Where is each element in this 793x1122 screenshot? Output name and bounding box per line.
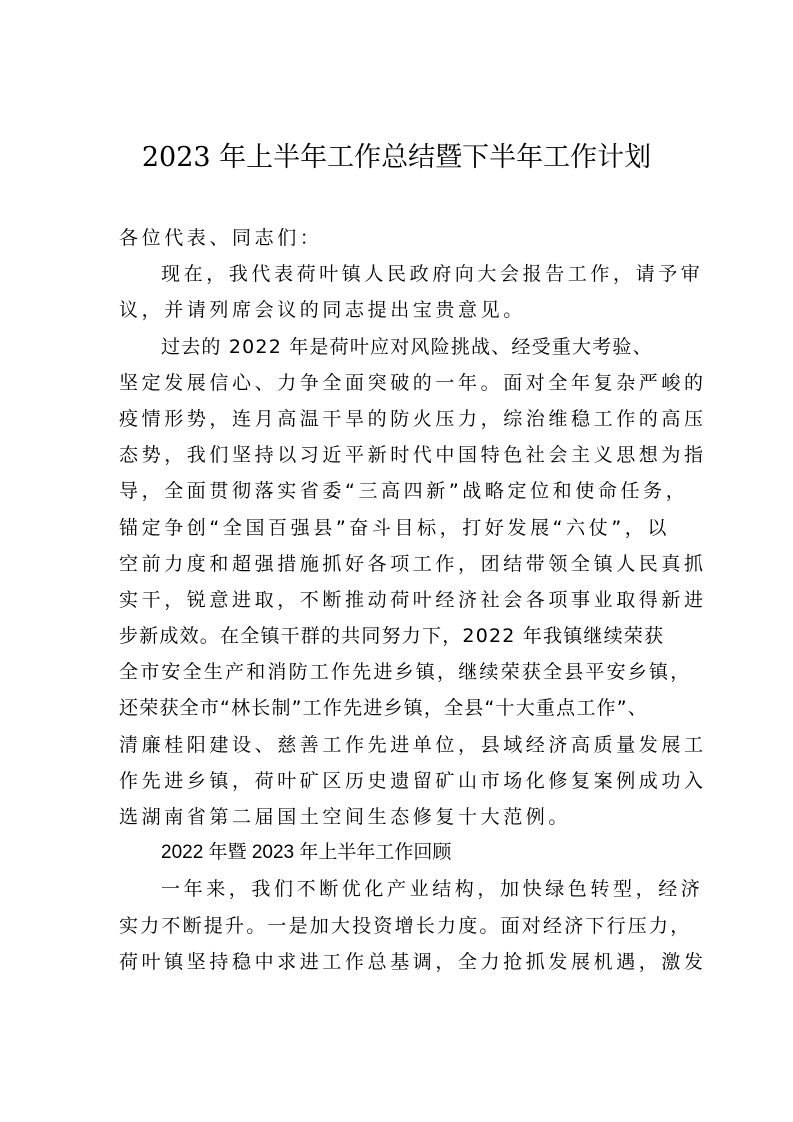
paragraph-line: 一年来，我们不断优化产业结构，加快绿色转型，经济: [161, 878, 704, 901]
paragraph-line: 态势，我们坚持以习近平新时代中国特色社会主义思想为指: [119, 444, 707, 467]
paragraph-line: 步新成效。在全镇干群的共同努力下，2022 年我镇继续荣获: [119, 625, 665, 648]
document-body: [119, 220, 707, 980]
salutation: 各位代表、同志们：: [119, 227, 323, 249]
paragraph-line: 坚定发展信心、力争全面突破的一年。面对全年复杂严峻的: [119, 371, 707, 394]
section-heading: 2022 年暨 2023 年上半年工作回顾: [161, 842, 452, 864]
paragraph-economy: [119, 871, 707, 980]
paragraph-line: 清廉桂阳建设、慈善工作先进单位，县域经济高质量发展工: [119, 733, 707, 756]
paragraph-line: 疫情形势，连月高温干旱的防火压力，综治维稳工作的高压: [119, 407, 707, 430]
paragraph-line: 实力不断提升。一是加大投资增长力度。面对经济下行压力，: [119, 914, 692, 937]
paragraph-line: 议，并请列席会议的同志提出宝贵意见。: [119, 299, 526, 322]
paragraph-line: 作先进乡镇，荷叶矿区历史遗留矿山市场化修复案例成功入: [119, 769, 707, 792]
paragraph-line: 实干，锐意进取，不断推动荷叶经济社会各项事业取得新进: [119, 588, 707, 611]
paragraph-line: 荷叶镇坚持稳中求进工作总基调，全力抢抓发展机遇，激发: [119, 950, 707, 973]
paragraph-intro: [119, 256, 704, 328]
paragraph-line: 导，全面贯彻落实省委“三高四新”战略定位和使命任务，: [119, 480, 689, 503]
paragraph-line: 锚定争创“全国百强县”奋斗目标，打好发展“六仗”，以: [119, 516, 670, 539]
paragraph-line: 全市安全生产和消防工作先进乡镇，继续荣获全县平安乡镇，: [119, 661, 692, 684]
paragraph-line: 还荣获全市“林长制”工作先进乡镇，全县“十大重点工作”、: [119, 697, 648, 720]
paragraph-review-2022: [119, 329, 707, 836]
paragraph-line: 空前力度和超强措施抓好各项工作，团结带领全镇人民真抓: [119, 552, 707, 575]
document-title: 2023 年上半年工作总结暨下半年工作计划: [141, 142, 652, 173]
paragraph-line: 现在，我代表荷叶镇人民政府向大会报告工作，请予审: [161, 263, 704, 286]
paragraph-line: 选湖南省第二届国土空间生态修复十大范例。: [119, 806, 572, 828]
paragraph-line: 过去的 2022 年是荷叶应对风险挑战、经受重大考验、: [161, 335, 653, 358]
